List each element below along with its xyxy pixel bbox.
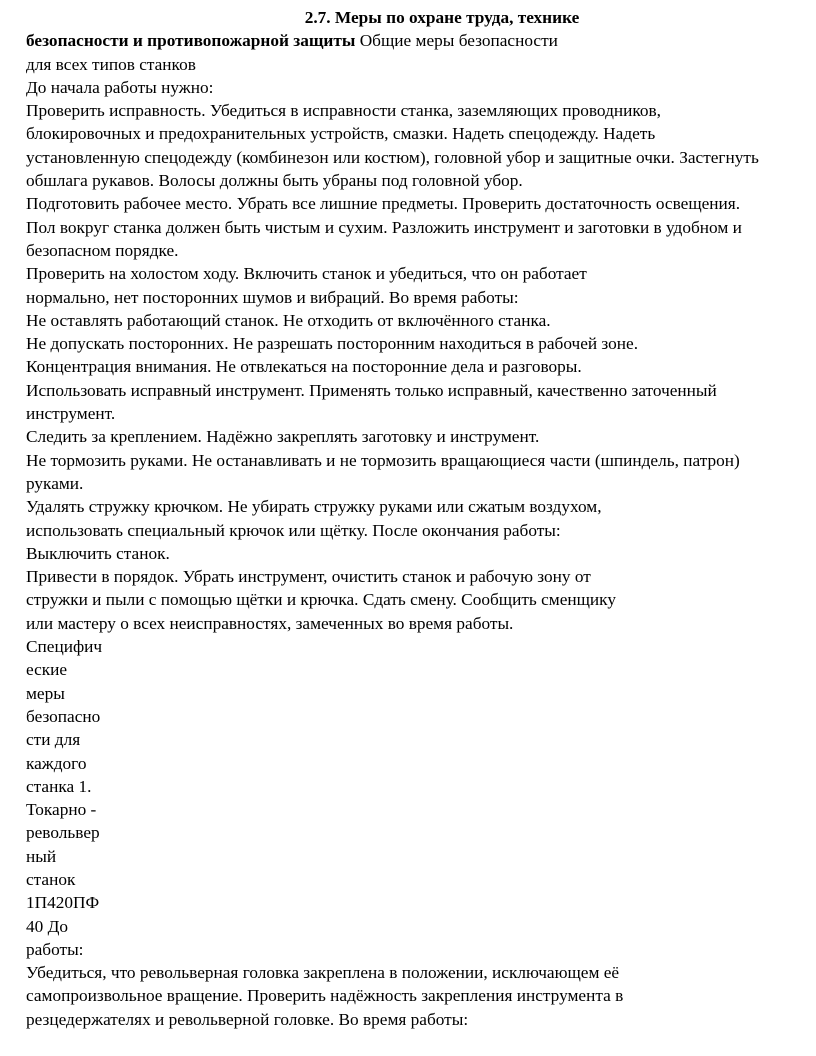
text-line: Проверить исправность. Убедиться в исправности станка, заземляющих проводников, <box>26 101 661 121</box>
text-line: 1П420ПФ <box>26 893 100 913</box>
body-text <box>26 53 816 1031</box>
text-line: Не оставлять работающий станок. Не отходить от включённого станка. <box>26 310 551 330</box>
text-line: меры <box>26 683 65 703</box>
text-line: нормально, нет посторонних шумов и вибраций. Во время работы: <box>26 287 519 307</box>
text-line: револьвер <box>26 823 100 843</box>
text-line: стружки и пыли с помощью щётки и крючка. Сдать смену. Сообщить сменщику <box>26 590 616 610</box>
text-line: Подготовить рабочее место. Убрать все лишние предметы. Проверить достаточность освещения. <box>26 194 741 214</box>
text-line: Убедиться, что револьверная головка закреплена в положении, исключающем её <box>26 963 620 983</box>
text-line: Использовать исправный инструмент. Применять только исправный, качественно заточенный <box>26 380 717 400</box>
text-line: Пол вокруг станка должен быть чистым и сухим. Разложить инструмент и заготовки в удобном и <box>26 217 742 237</box>
text-line: обшлага рукавов. Волосы должны быть убраны под головной убор. <box>26 171 523 191</box>
text-line: безопасно <box>26 706 101 726</box>
heading-bold-part: безопасности и противопожарной защиты <box>26 31 356 51</box>
text-line: Не тормозить руками. Не останавливать и не тормозить вращающиеся части (шпиндель, патрон) <box>26 450 740 470</box>
text-line: установленную спецодежду (комбинезон или костюм), головной убор и защитные очки. Застегнуть <box>26 147 759 167</box>
text-line: руками. <box>26 473 84 493</box>
section-heading: 2.7. Меры по охране труда, технике <box>304 8 580 27</box>
text-line: или мастеру о всех неисправностях, замеченных во время работы. <box>26 613 514 633</box>
text-line: резцедержателях и револьверной головке. Во время работы: <box>26 1009 469 1029</box>
heading-continuation <box>26 29 816 52</box>
text-line: использовать специальный крючок или щётку. После окончания работы: <box>26 520 561 540</box>
text-line: До начала работы нужно: <box>26 77 214 97</box>
heading-rest: Общие меры безопасности <box>355 31 558 51</box>
text-line: сти для <box>26 730 81 750</box>
text-line: Токарно - <box>26 800 97 820</box>
text-line: Концентрация внимания. Не отвлекаться на посторонние дела и разговоры. <box>26 357 582 377</box>
text-line: 40 До <box>26 916 69 936</box>
text-line: блокировочных и предохранительных устройств, смазки. Надеть спецодежду. Надеть <box>26 124 656 144</box>
text-line: каждого <box>26 753 87 773</box>
document-page <box>26 6 816 1031</box>
text-line: для всех типов станков <box>26 54 196 74</box>
text-line: Проверить на холостом ходу. Включить станок и убедиться, что он работает <box>26 264 587 284</box>
text-line: работы: <box>26 939 84 959</box>
text-line: Выключить станок. <box>26 543 170 563</box>
text-line: ный <box>26 846 57 866</box>
text-line: станка 1. <box>26 776 92 796</box>
text-line: еские <box>26 660 68 680</box>
text-line: Привести в порядок. Убрать инструмент, очистить станок и рабочую зону от <box>26 567 591 587</box>
text-line: инструмент. <box>26 404 116 424</box>
text-line: самопроизвольное вращение. Проверить надёжность закрепления инструмента в <box>26 986 624 1006</box>
text-line: Не допускать посторонних. Не разрешать посторонним находиться в рабочей зоне. <box>26 334 639 354</box>
text-line: Удалять стружку крючком. Не убирать стружку руками или сжатым воздухом, <box>26 497 602 517</box>
text-line: безопасном порядке. <box>26 240 179 260</box>
text-line: Специфич <box>26 637 103 657</box>
text-line: Следить за креплением. Надёжно закреплять заготовку и инструмент. <box>26 427 540 447</box>
text-line: станок <box>26 869 76 889</box>
